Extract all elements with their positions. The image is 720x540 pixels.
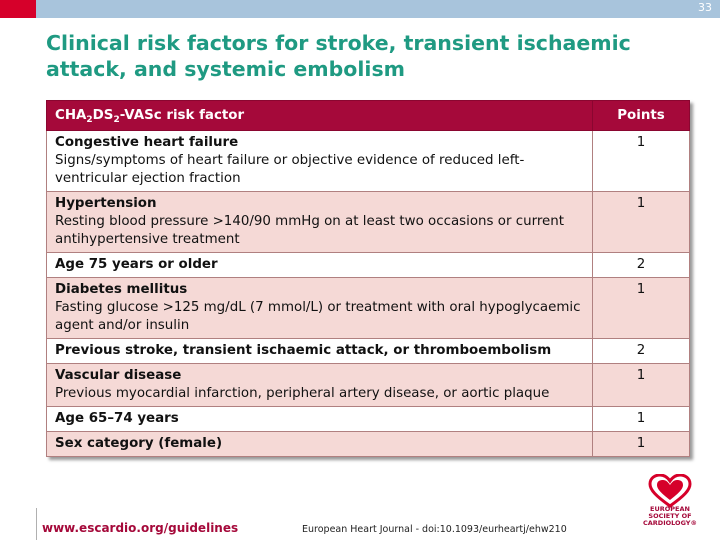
points-cell: 1 (593, 192, 690, 253)
risk-factor-cell (47, 407, 593, 432)
points-cell: 1 (593, 364, 690, 407)
risk-factor-name: Hypertension (55, 196, 157, 211)
risk-factor-cell (47, 364, 593, 407)
points-cell: 1 (593, 278, 690, 339)
points-cell: 1 (593, 407, 690, 432)
slide-number: 33 (698, 1, 712, 14)
footer-reference: European Heart Journal - doi:10.1093/eurheartj/ehw210 (302, 524, 567, 535)
risk-factor-cell (47, 432, 593, 457)
risk-factor-cell (47, 339, 593, 364)
table-row (47, 432, 690, 457)
footer-url-link[interactable]: www.escardio.org/guidelines (42, 521, 239, 535)
table-row (47, 253, 690, 278)
table-row (47, 339, 690, 364)
points-cell: 2 (593, 253, 690, 278)
risk-factor-name: Congestive heart failure (55, 135, 239, 150)
points-cell: 2 (593, 339, 690, 364)
top-bar-accent (0, 0, 36, 18)
risk-factor-name: Age 65–74 years (55, 411, 179, 426)
table-row (47, 131, 690, 192)
risk-factor-cell (47, 192, 593, 253)
table-header-row (47, 101, 690, 131)
table-row (47, 407, 690, 432)
points-cell: 1 (593, 432, 690, 457)
risk-factor-description: Fasting glucose >125 mg/dL (7 mmol/L) or treatment with oral hypoglycaemic agent and/or insulin (55, 300, 581, 333)
risk-factor-name: Diabetes mellitus (55, 282, 188, 297)
risk-factor-table (46, 100, 690, 457)
risk-factor-cell (47, 278, 593, 339)
points-cell: 1 (593, 131, 690, 192)
risk-factor-name: Vascular disease (55, 368, 182, 383)
risk-factor-name: Previous stroke, transient ischaemic attack, or thromboembolism (55, 343, 552, 358)
points-column-header: Points (593, 101, 690, 131)
table-row (47, 192, 690, 253)
risk-factor-name: Sex category (female) (55, 436, 223, 451)
esc-logo-text: EUROPEAN SOCIETY OF CARDIOLOGY® (643, 505, 697, 527)
footer-divider (36, 508, 37, 540)
top-bar (0, 0, 720, 18)
risk-factor-cell (47, 131, 593, 192)
risk-factor-description: Signs/symptoms of heart failure or objective evidence of reduced left-ventricular ejection fraction (55, 153, 525, 186)
factor-column-header: $CHA_2DS_2$-VASc risk factor (47, 101, 593, 131)
table-row (47, 278, 690, 339)
esc-logo (636, 474, 704, 540)
risk-factor-description: Previous myocardial infarction, peripheral artery disease, or aortic plaque (55, 386, 550, 401)
heart-icon (636, 474, 704, 508)
slide-title: Clinical risk factors for stroke, transient ischaemic attack, and systemic embolism (46, 31, 631, 81)
risk-factor-name: Age 75 years or older (55, 257, 218, 272)
table-row (47, 364, 690, 407)
risk-factor-cell (47, 253, 593, 278)
risk-factor-description: Resting blood pressure >140/90 mmHg on at least two occasions or current antihypertensive treatment (55, 214, 565, 247)
